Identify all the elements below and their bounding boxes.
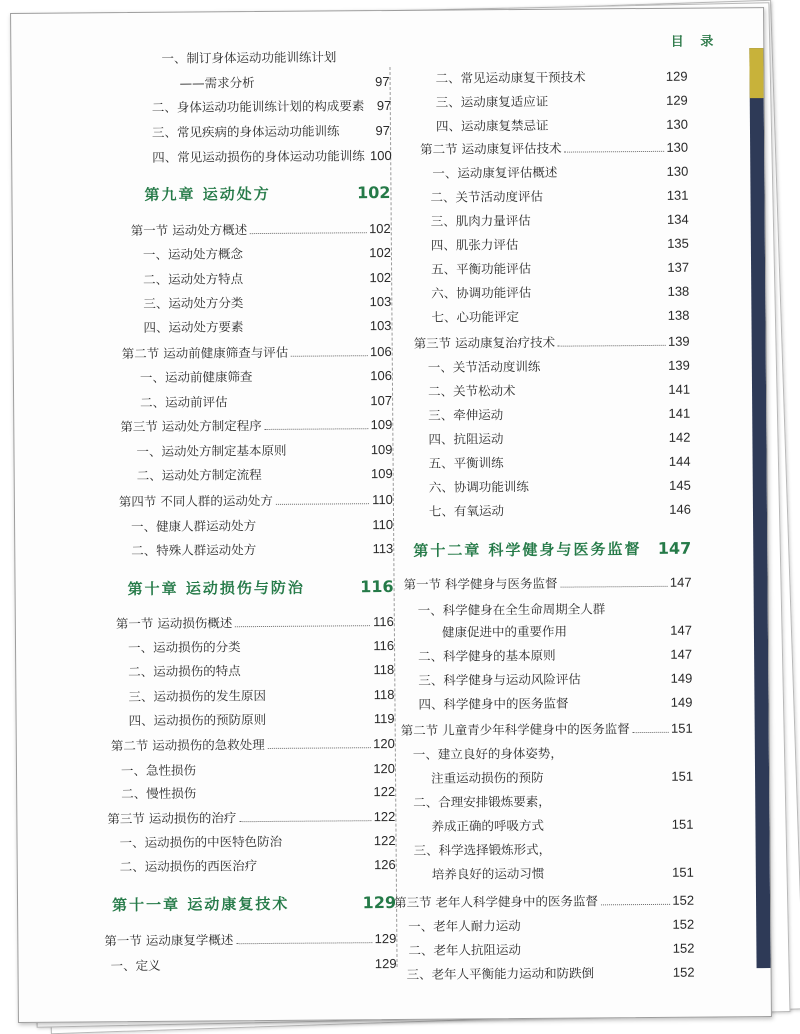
toc-entry-page-number: 129 (665, 92, 688, 108)
toc-entry-title: 一、科学健身在全生命周期全人群 (417, 601, 606, 618)
dot-leader (199, 773, 371, 774)
toc-entry-title: 一、运动处方概念 (142, 246, 244, 262)
toc-chapter-entry (127, 577, 393, 599)
toc-entry-title: 一、关节活动度训练 (427, 358, 541, 375)
toc-entry-page-number: 109 (370, 441, 393, 458)
toc-item-entry (432, 865, 694, 883)
dot-leader (235, 625, 370, 627)
dot-leader (258, 86, 366, 87)
toc-entry-page-number: 120 (373, 760, 396, 777)
toc-entry-page-number: 151 (672, 864, 694, 880)
toc-item-entry (428, 358, 690, 376)
dot-leader (534, 272, 665, 273)
toc-entry-title: 第十一章 运动康复技术 (111, 894, 290, 915)
dot-leader (265, 428, 369, 430)
dot-leader (269, 699, 370, 700)
dot-leader (246, 282, 367, 283)
toc-entry-page-number: 129 (665, 68, 688, 84)
toc-entry-title: 二、慢性损伤 (121, 785, 197, 802)
toc-entry-title: 第三节 老年人科学健身中的医务监督 (393, 893, 599, 910)
toc-entry-page-number: 149 (670, 694, 693, 710)
toc-entry-title: 四、运动处方要素 (143, 319, 244, 335)
toc-entry-page-number: 109 (370, 416, 393, 433)
toc-entry-title: 二、关节活动度评估 (430, 188, 544, 205)
toc-entry-page-number: 106 (369, 343, 392, 360)
toc-entry-page-number: 116 (360, 576, 394, 597)
toc-entry-title: 二、运动处方特点 (143, 271, 244, 287)
toc-item-entry (143, 318, 391, 336)
toc-entry-title: 六、协调功能评估 (431, 284, 532, 301)
toc-item-entry (431, 817, 693, 835)
toc-entry-title: 二、运动损伤的特点 (128, 663, 241, 680)
dot-leader (547, 877, 669, 878)
toc-entry-page-number: 149 (670, 670, 693, 686)
toc-entry-title: 第三节 运动处方制定程序 (120, 418, 262, 435)
toc-item-entry (180, 74, 390, 92)
toc-entry-page-number: 100 (369, 147, 392, 164)
dot-leader (554, 853, 669, 854)
toc-item-entry (428, 430, 690, 448)
toc-item-entry (431, 260, 689, 278)
dot-leader (633, 732, 669, 733)
toc-entry-page-number: 151 (671, 768, 694, 784)
dot-leader (255, 380, 367, 381)
toc-entry-title: 二、常见运动康复干预技术 (435, 69, 586, 86)
dot-leader (546, 200, 664, 201)
toc-entry-page-number: 122 (373, 832, 396, 849)
toc-item-entry (436, 69, 688, 87)
dot-leader (560, 176, 664, 177)
toc-section-entry (403, 575, 691, 593)
toc-item-entry (418, 601, 692, 619)
toc-item-entry (407, 965, 695, 983)
toc-item-entry (136, 442, 392, 460)
toc-entry-title: 六、协调功能训练 (428, 478, 529, 495)
toc-entry-page-number: 130 (666, 163, 689, 179)
toc-entry-title: 三、运动康复适应证 (435, 93, 549, 110)
toc-entry-title: 三、牵伸运动 (428, 407, 504, 423)
dot-leader (265, 478, 369, 479)
dot-leader (276, 503, 369, 505)
toc-entry-page-number: 97 (375, 122, 391, 139)
toc-entry-page-number: 138 (667, 283, 690, 299)
toc-item-entry (428, 406, 690, 424)
toc-entry-title: 四、科学健身中的医务监督 (418, 695, 569, 712)
dot-leader (532, 490, 667, 491)
toc-entry-page-number: 146 (669, 501, 692, 517)
toc-chapter-entry (144, 183, 390, 205)
toc-entry-page-number: 116 (373, 637, 395, 654)
toc-entry-page-number: 144 (668, 453, 691, 469)
toc-item-entry (418, 671, 692, 689)
toc-entry-title: 第十章 运动损伤与防治 (127, 578, 305, 599)
toc-item-entry (429, 502, 691, 520)
toc-entry-title: 三、常见疾病的身体运动功能训练 (151, 123, 340, 140)
toc-item-entry (152, 98, 390, 116)
toc-item-entry (129, 711, 395, 729)
dot-leader (236, 942, 372, 944)
toc-item-entry (140, 368, 392, 386)
toc-entry-page-number: 131 (666, 187, 689, 203)
dot-leader (547, 781, 669, 782)
dot-leader (290, 454, 369, 455)
dot-leader (259, 553, 369, 554)
dot-leader (521, 248, 664, 249)
toc-entry-page-number: 135 (667, 235, 689, 251)
toc-chapter-entry (112, 893, 396, 915)
toc-item-entry (431, 236, 689, 254)
dot-leader (559, 659, 668, 660)
toc-entry-title: 四、运动康复禁忌证 (435, 117, 549, 134)
toc-item-entry (120, 833, 396, 851)
toc-section-entry (116, 614, 394, 632)
dot-leader (246, 306, 367, 307)
toc-entry-page-number: 152 (672, 964, 695, 980)
toc-entry-page-number: 137 (667, 259, 690, 275)
dot-leader (524, 953, 670, 954)
toc-entry-title: 三、科学选择锻炼形式， (413, 841, 552, 858)
toc-entry-title: 二、身体运动功能训练计划的构成要素 (151, 98, 365, 115)
toc-entry-title: 三、科学健身与运动风险评估 (418, 671, 581, 688)
toc-entry-page-number: 102 (369, 269, 392, 286)
dot-leader (519, 394, 666, 395)
toc-section-entry (414, 334, 690, 352)
toc-item-entry (128, 662, 394, 680)
dot-leader (547, 829, 669, 830)
toc-item-entry (432, 164, 688, 182)
toc-entry-page-number: 152 (672, 940, 695, 956)
dot-leader (522, 320, 665, 321)
dot-leader (554, 805, 669, 806)
toc-entry-page-number: 120 (373, 735, 395, 752)
toc-section-entry (104, 931, 396, 949)
toc-entry-title: 三、肌肉力量评估 (430, 212, 531, 229)
toc-item-entry (128, 638, 394, 656)
toc-item-entry (431, 212, 689, 230)
dot-leader (231, 405, 368, 406)
toc-entry-title: 一、急性损伤 (120, 762, 197, 779)
toc-entry-page-number: 142 (668, 429, 691, 445)
dot-leader (561, 586, 668, 588)
toc-item-entry (140, 393, 392, 411)
toc-entry-page-number: 141 (668, 381, 691, 397)
toc-entry-page-number: 122 (373, 783, 396, 800)
toc-item-entry (152, 123, 390, 141)
toc-entry-page-number: 103 (369, 317, 392, 334)
toc-item-entry (436, 117, 688, 135)
toc-item-entry (131, 517, 393, 535)
toc-item-entry (430, 188, 688, 206)
toc-entry-title: 第九章 运动处方 (144, 184, 271, 204)
toc-entry-page-number: 118 (373, 661, 395, 678)
toc-entry-page-number: 97 (376, 97, 392, 114)
dot-leader (506, 442, 666, 443)
dot-leader (291, 355, 368, 357)
toc-entry-page-number: 102 (368, 220, 391, 237)
toc-item-entry (429, 478, 691, 496)
toc-entry-page-number: 116 (373, 613, 394, 630)
toc-entry-page-number: 118 (373, 686, 395, 703)
toc-item-entry (413, 745, 693, 763)
toc-item-entry (418, 647, 692, 665)
dot-leader (259, 529, 369, 530)
dot-leader (601, 904, 670, 906)
toc-entry-title: 第二节 运动损伤的急救处理 (110, 736, 265, 754)
toc-entry-title: 一、运动处方制定基本原则 (136, 442, 287, 459)
toc-entry-page-number: 145 (669, 477, 691, 493)
toc-item-entry (408, 917, 694, 935)
toc-entry-page-number: 151 (670, 720, 693, 736)
toc-entry-title: 一、制订身体运动功能训练计划 (161, 49, 337, 66)
toc-entry-title: 二、关节松动术 (427, 383, 516, 399)
toc-entry-title: 第二节 儿童青少年科学健身中的医务监督 (400, 721, 630, 738)
toc-item-entry (431, 769, 693, 787)
toc-entry-title: 四、常见运动损伤的身体运动功能训练 (152, 148, 365, 165)
toc-entry-title: 第一节 运动处方概述 (130, 222, 248, 239)
toc-entry-title: 一、运动损伤的分类 (127, 639, 241, 656)
toc-entry-page-number: 139 (667, 333, 690, 349)
dot-leader (274, 199, 355, 200)
toc-entry-title: 一、建立良好的身体姿势， (412, 745, 563, 762)
dot-leader (565, 151, 665, 153)
toc-entry-title: 二、老年人抗阻运动 (408, 941, 521, 958)
toc-entry-title: 五、平衡训练 (428, 455, 504, 471)
toc-item-entry (121, 761, 395, 779)
toc-entry-page-number: 139 (668, 357, 690, 373)
toc-entry-page-number: 110 (372, 516, 394, 533)
toc-entry-page-number: 147 (670, 622, 692, 638)
dot-leader (244, 674, 370, 675)
toc-entry-title: 二、合理安排锻炼要素， (413, 793, 551, 810)
toc-entry-page-number: 126 (373, 856, 396, 873)
toc-entry-title: 一、运动前健康筛查 (139, 369, 253, 385)
toc-chapter-entry (413, 539, 691, 561)
page-edge-band-accent (749, 48, 763, 98)
toc-entry-title: 第一节 科学健身与医务监督 (403, 575, 558, 592)
toc-section-entry (122, 344, 392, 362)
toc-entry-title: 第一节 运动康复学概述 (104, 932, 234, 949)
toc-item-entry (408, 941, 694, 959)
toc-entry-title: 第三节 运动康复治疗技术 (413, 334, 556, 351)
dot-leader (551, 105, 663, 106)
toc-item-entry (121, 784, 395, 802)
toc-entry-title: 第十二章 科学健身与医务监督 (413, 540, 642, 560)
toc-entry-title: 注重运动损伤的预防 (431, 769, 544, 786)
toc-entry-title: 四、抗阻运动 (428, 431, 504, 447)
dot-leader (570, 635, 668, 636)
toc-entry-title: 一、运动损伤的中医特色防治 (119, 833, 283, 851)
dot-leader (269, 723, 370, 724)
dot-leader (285, 845, 371, 846)
toc-entry-page-number: 134 (666, 211, 689, 227)
dot-leader (566, 757, 669, 758)
dot-leader (534, 224, 665, 225)
toc-entry-title: 四、运动损伤的预防原则 (128, 711, 267, 729)
toc-item-entry (413, 793, 693, 811)
toc-entry-title: 四、肌张力评估 (430, 236, 519, 253)
toc-entry-page-number: 129 (374, 930, 397, 947)
toc-entry-page-number: 147 (669, 574, 692, 590)
toc-item-entry (428, 382, 690, 400)
toc-entry-title: 三、运动损伤的发生原因 (128, 687, 266, 705)
toc-item-entry (137, 466, 393, 484)
toc-item-entry (161, 49, 389, 67)
toc-entry-page-number: 113 (372, 540, 394, 557)
dot-leader (506, 418, 666, 419)
toc-item-entry (143, 245, 391, 263)
toc-entry-page-number: 110 (372, 491, 393, 508)
toc-page (10, 7, 772, 1023)
dot-leader (543, 370, 665, 371)
dot-leader (507, 466, 667, 467)
toc-entry-page-number: 152 (672, 916, 695, 932)
toc-item-entry (143, 270, 391, 288)
dot-leader (247, 330, 368, 331)
toc-entry-page-number: 107 (370, 392, 393, 409)
dot-leader (250, 232, 367, 234)
toc-entry-title: 第三节 运动损伤的治疗 (107, 810, 237, 827)
toc-entry-page-number: 109 (370, 465, 393, 482)
toc-section-entry (131, 221, 391, 239)
toc-entry-page-number: 97 (375, 73, 390, 90)
dot-leader (534, 296, 665, 297)
toc-section-entry (107, 809, 395, 827)
toc-entry-page-number: 141 (668, 405, 691, 421)
toc-item-entry (120, 857, 396, 875)
toc-entry-title: 三、老年人平衡能力运动和防跌倒 (406, 965, 595, 982)
toc-entry-title: 一、健康人群运动处方 (131, 518, 257, 535)
dot-leader (584, 683, 668, 684)
toc-entry-title: 五、平衡功能评估 (431, 260, 532, 277)
toc-entry-title: 第二节 运动康复评估技术 (420, 140, 562, 157)
toc-entry-page-number: 130 (666, 139, 689, 155)
toc-entry-title: 一、定义 (110, 957, 161, 974)
toc-entry-page-number: 106 (370, 367, 392, 384)
toc-item-entry (431, 284, 689, 302)
toc-entry-page-number: 138 (667, 307, 690, 323)
toc-entry-title: 第二节 运动前健康筛查与评估 (121, 344, 289, 362)
toc-entry-title: 二、科学健身的基本原则 (418, 647, 556, 664)
toc-item-entry (418, 695, 692, 713)
toc-item-entry (143, 294, 391, 312)
toc-entry-title: 一、运动康复评估概述 (432, 164, 558, 181)
dot-leader (507, 514, 667, 515)
toc-item-entry (442, 623, 692, 641)
toc-item-entry (128, 687, 394, 705)
toc-entry-title: 二、运动前评估 (140, 394, 228, 410)
toc-entry-title: 二、特殊人群运动处方 (131, 542, 257, 559)
toc-entry-title: 第一节 运动损伤概述 (115, 615, 233, 632)
dot-leader (524, 929, 670, 930)
dot-leader (292, 909, 360, 910)
toc-item-entry (152, 148, 390, 166)
toc-item-entry (110, 956, 396, 974)
toc-entry-page-number: 151 (671, 816, 694, 832)
toc-entry-page-number: 147 (670, 646, 693, 662)
dot-leader (268, 747, 371, 749)
dot-leader (260, 869, 371, 870)
dot-leader (246, 257, 367, 258)
toc-entry-title: 健康促进中的重要作用 (441, 623, 567, 640)
toc-entry-page-number: 147 (657, 538, 692, 558)
toc-item-entry (436, 93, 688, 111)
toc-entry-page-number: 102 (369, 244, 391, 261)
dot-leader (244, 650, 370, 651)
toc-entry-page-number: 103 (369, 293, 392, 310)
toc-section-entry (394, 893, 694, 911)
toc-item-entry (431, 308, 689, 326)
toc-entry-title: 三、运动处方分类 (143, 295, 244, 311)
toc-entry-title: 第四节 不同人群的运动处方 (118, 492, 273, 510)
toc-item-entry (429, 454, 691, 472)
toc-entry-title: 一、老年人耐力运动 (408, 917, 521, 934)
toc-entry-page-number: 130 (666, 116, 688, 132)
toc-entry-page-number: 129 (362, 892, 397, 913)
toc-item-entry (414, 841, 694, 859)
dot-leader (589, 81, 664, 82)
dot-leader (551, 129, 663, 130)
toc-section-entry (120, 417, 392, 435)
toc-entry-page-number: 102 (356, 182, 391, 203)
toc-left-column (101, 11, 437, 974)
toc-entry-title: 七、有氧运动 (428, 503, 505, 519)
toc-entry-title: 二、运动处方制定流程 (136, 467, 262, 483)
toc-entry-title: 七、心功能评定 (431, 308, 520, 325)
toc-entry-page-number: 152 (672, 892, 695, 908)
dot-leader (597, 977, 670, 978)
dot-leader (239, 820, 371, 822)
dot-leader (558, 345, 666, 347)
toc-entry-page-number: 129 (374, 955, 397, 972)
toc-section-entry (420, 140, 688, 158)
toc-item-entry (131, 541, 393, 559)
page-header-label: 目 录 (670, 34, 720, 50)
toc-section-entry (401, 721, 693, 739)
dot-leader (164, 968, 373, 970)
toc-entry-title: 培养良好的运动习惯 (431, 865, 545, 882)
toc-entry-page-number: 122 (373, 808, 396, 825)
toc-entry-title: ——需求分析 (179, 75, 255, 91)
toc-entry-title: 养成正确的呼吸方式 (431, 817, 545, 834)
dot-leader (199, 796, 371, 797)
toc-section-entry (111, 736, 395, 754)
toc-section-entry (119, 492, 393, 510)
toc-entry-title: 二、运动损伤的西医治疗 (119, 858, 258, 875)
dot-leader (572, 707, 669, 708)
toc-entry-page-number: 119 (373, 710, 395, 727)
